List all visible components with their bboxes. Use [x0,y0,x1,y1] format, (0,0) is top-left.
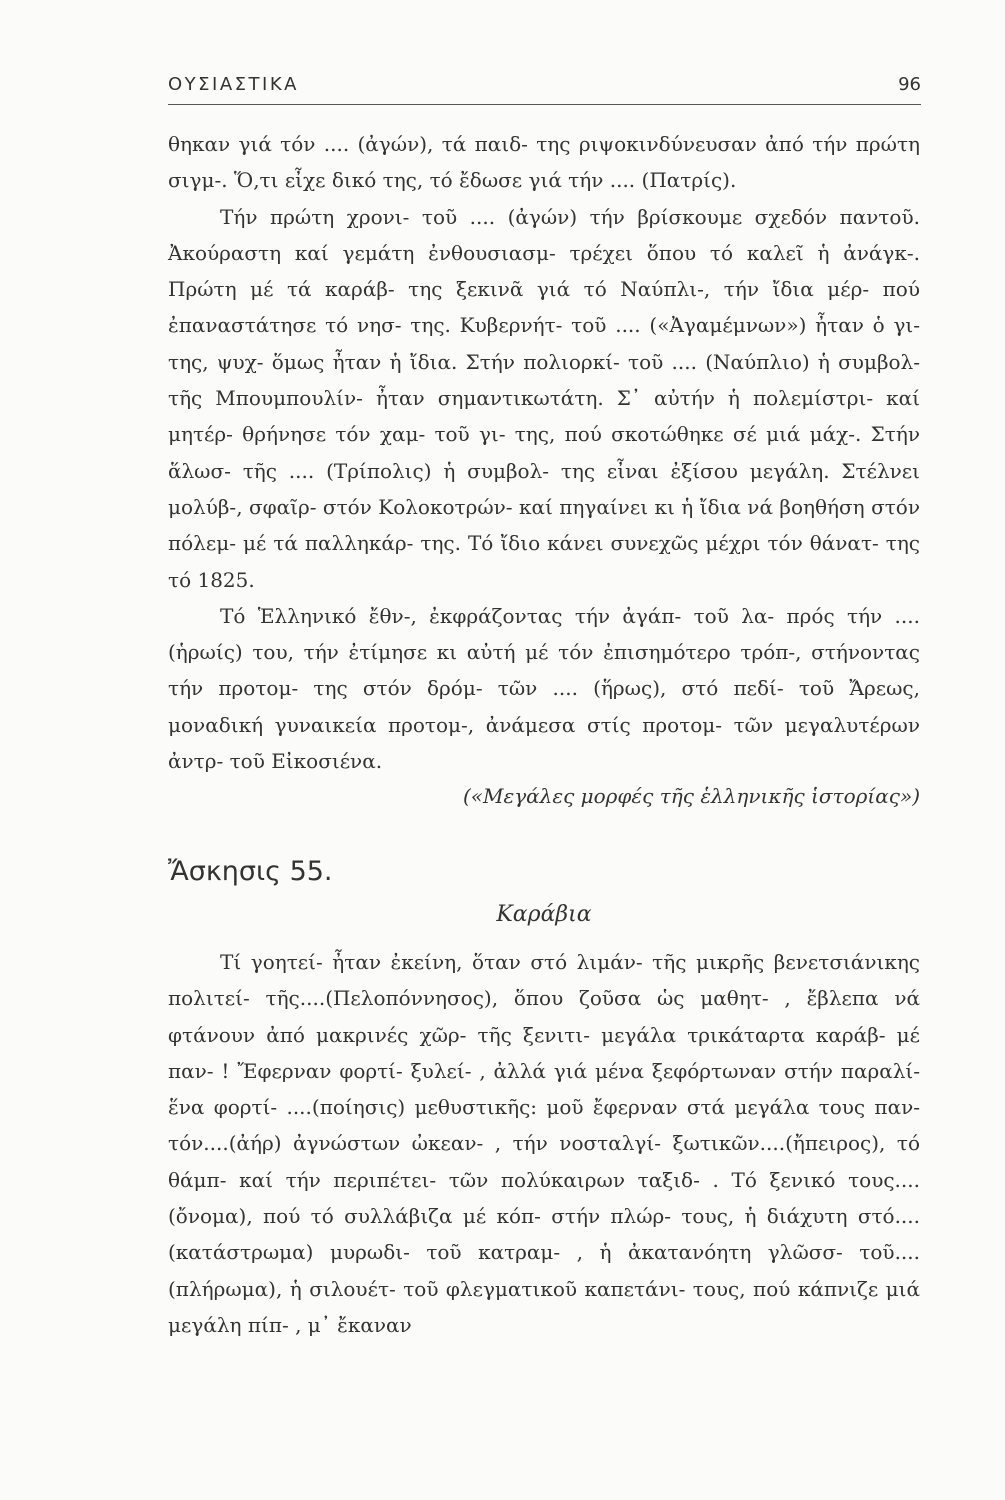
source-citation: («Μεγάλες μορφές τῆς ἑλληνικῆς ἱστορίας») [462,784,920,808]
header-rule [168,104,921,105]
paragraph-continuation: θηκαν γιά τόν .... (ἀγών), τά παιδ- της ριψοκινδύνευσαν ἀπό τήν πρώτη σιγμ-. Ὅ,τι εἶχε δικό της, τό ἔδωσε γιά τήν .... (Πατρίς). [168,132,920,193]
paragraph: Τήν πρώτη χρονι- τοῦ .... (ἀγών) τήν βρίσκουμε σχεδόν παντοῦ. Ἀκούραστη καί γεμάτη ἐνθουσιασμ- τρέχει ὅπου τό καλεῖ ἡ ἀνάγκ-. Πρώτη μέ τά καράβ- της ξεκινᾶ γιά τό Ναύπλι-, τήν ἴδια μέρ- πού ἐπαναστάτησε τό νησ- της. Κυβερνήτ- τοῦ .... («Ἀγαμέμνων») ἦταν ὁ γι- της, ψυχ- ὅμως ἦταν ἡ ἴδια. Στήν πολιορκί- τοῦ .... (Ναύπλιο) ἡ συμβολ- τῆς Μπουμπουλίν- ἦταν σημαντικωτάτη. Σ᾽ αὐτήν ἡ πολεμίστρι- καί μητέρ- θρήνησε τόν χαμ- τοῦ γι- της, πού σκοτώθηκε σέ μιά μάχ-. Στήν ἅλωσ- τῆς .... (Τρίπολις) ἡ συμβολ- της εἶναι ἐξίσου μεγάλη. Στέλνει μολύβ-, σφαῖρ- στόν Κολοκοτρών- καί πηγαίνει κι ἡ ἴδια νά βοηθήση στόν πόλεμ- μέ τά παλληκάρ- της. Τό ἴδιο κάνει συνεχῶς μέχρι τόν θάνατ- της τό 1825. [168,204,920,592]
main-text [168,126,920,779]
running-header [168,74,921,102]
exercise-title: Καράβια [496,902,592,927]
section-title: ΟΥΣΙΑΣΤΙΚΑ [168,74,299,95]
paragraph: Τό Ἑλληνικό ἔθν-, ἐκφράζοντας τήν ἀγάπ- τοῦ λα- πρός τήν .... (ἡρωίς) του, τήν ἐτίμησε κι αὐτή μέ τόν ἐπισημότερο τρόπ-, στήνοντας τήν προτομ- της στόν δρόμ- τῶν .... (ἥρως), στό πεδί- τοῦ Ἄρεως, μοναδική γυναικεία προτομ-, ἀνάμεσα στίς προτομ- τῶν μεγαλυτέρων ἀντρ- τοῦ Εἰκοσιένα. [168,603,920,774]
exercise-heading: Ἄσκησις 55. [168,856,333,887]
paragraph: Τί γοητεί- ἦταν ἐκείνη, ὅταν στό λιμάν- τῆς μικρῆς βενετσιάνικης πολιτεί- τῆς....(Πελοπόννησος), ὅπου ζοῦσα ὡς μαθητ- , ἔβλεπα νά φτάνουν ἀπό μακρινές χῶρ- τῆς ξενιτι- μεγάλα τρικάταρτα καράβ- μέ παν- ! Ἔφερναν φορτί- ξυλεί- , ἀλλά γιά μένα ξεφόρτωναν στήν παραλί- ἕνα φορτί- ....(ποίησις) μεθυστικῆς: μοῦ ἔφερναν στά μεγάλα τους παν- τόν....(ἀήρ) ἀγνώστων ὠκεαν- , τήν νοσταλγί- ξωτικῶν....(ἤπειρος), τό θάμπ- καί τήν περιπέτει- τῶν πολύκαιρων ταξιδ- . Τό ξενικό τους....(ὄνομα), πού τό συλλάβιζα μέ κόπ- στήν πλώρ- τους, ἡ διάχυτη στό....(κατάστρωμα) μυρωδι- τοῦ κατραμ- , ἡ ἀκατανόητη γλῶσσ- τοῦ....(πλήρωμα), ἡ σιλουέτ- τοῦ φλεγματικοῦ καπετάνι- τους, πού κάπνιζε μιά μεγάλη πίπ- , μ᾽ ἔκαναν [168,950,920,1337]
page-number: 96 [898,74,921,95]
exercise-text [168,944,920,1343]
